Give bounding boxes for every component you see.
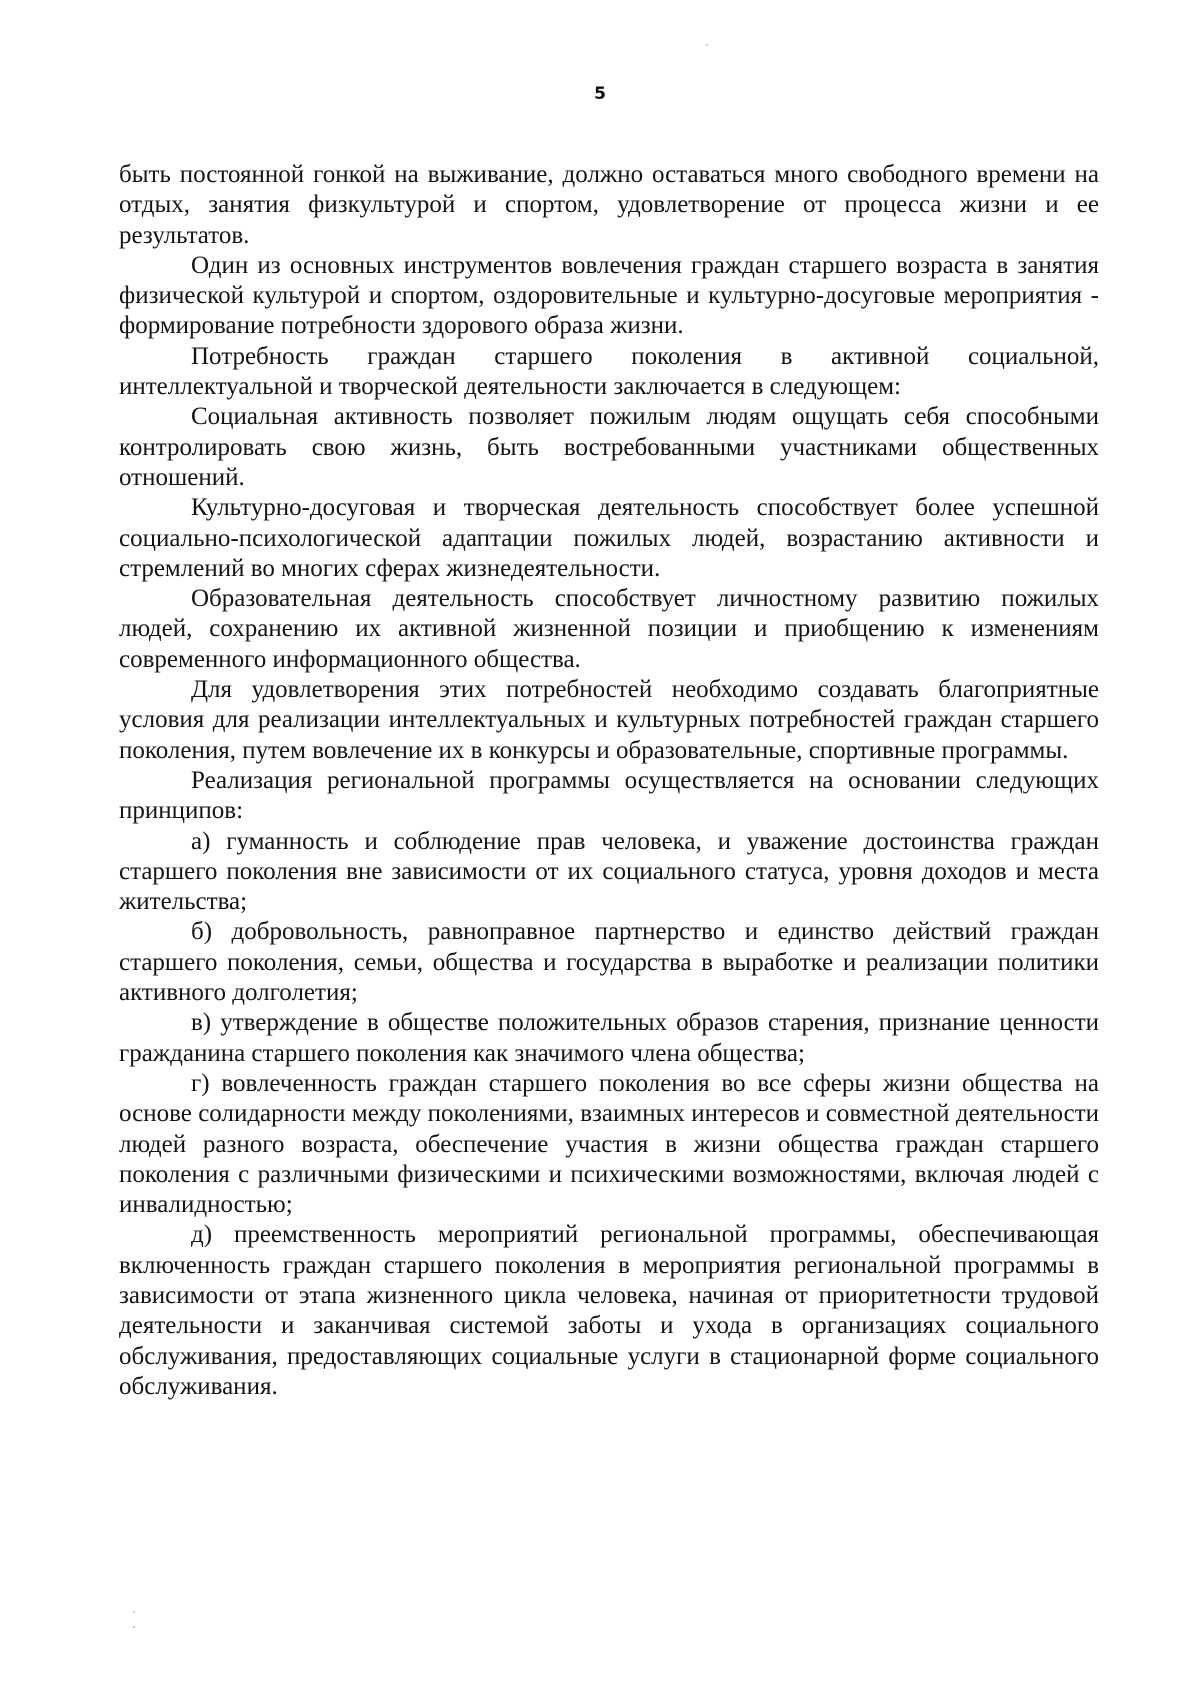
list-item: а) гуманность и соблюдение прав человека, и уважение достоинства граждан старшего поколения вне зависимости от их социального статуса, уровня доходов и места жительства; xyxy=(119,827,1099,916)
paragraph: Реализация региональной программы осуществляется на основании следующих принципов: xyxy=(119,766,1099,825)
scan-speck xyxy=(133,1611,135,1613)
paragraph: Образовательная деятельность способствует личностному развитию пожилых людей, сохранению их активной жизненной позиции и приобщению к изменениям современного информационного общества. xyxy=(119,585,1099,673)
document-body xyxy=(119,160,1099,1402)
paragraph: Социальная активность позволяет пожилым людям ощущать себя способными контролировать свою жизнь, быть востребованными участниками общественных отношений. xyxy=(119,403,1099,491)
scan-speck xyxy=(133,1626,135,1628)
page-number: 5 xyxy=(594,84,606,104)
list-item: г) вовлеченность граждан старшего поколения во все сферы жизни общества на основе солидарности между поколениями, взаимных интересов и совместной деятельности людей разного возраста, обеспечение участия в жизни общества граждан старшего поколения с различными физическими и психическими возможностями, включая людей с инвалидностью; xyxy=(119,1069,1099,1219)
scan-speck xyxy=(706,44,708,46)
list-item: б) добровольность, равноправное партнерство и единство действий граждан старшего поколения, семьи, общества и государства в выработке и реализации политики активного долголетия; xyxy=(119,918,1099,1007)
paragraph: быть постоянной гонкой на выживание, должно оставаться много свободного времени на отдых, занятия физкультурой и спортом, удовлетворение от процесса жизни и ее результатов. xyxy=(119,161,1099,249)
paragraph: Один из основных инструментов вовлечения граждан старшего возраста в занятия физической культурой и спортом, оздоровительные и культурно-досуговые мероприятия - формирование потребности здорового образа жизни. xyxy=(119,251,1099,340)
paragraph: Для удовлетворения этих потребностей необходимо создавать благоприятные условия для реализации интеллектуальных и культурных потребностей граждан старшего поколения, путем вовлечение их в конкурсы и образовательные, спортивные программы. xyxy=(119,676,1099,764)
paragraph: Потребность граждан старшего поколения в активной социальной, интеллектуальной и творческой деятельности заключается в следующем: xyxy=(119,342,1099,401)
paragraph: Культурно-досуговая и творческая деятельность способствует более успешной социально-психологической адаптации пожилых людей, возрастанию активности и стремлений во многих сферах жизнедеятельности. xyxy=(119,494,1099,582)
list-item: в) утверждение в обществе положительных образов старения, признание ценности гражданина старшего поколения как значимого члена общества; xyxy=(119,1009,1099,1067)
list-item: д) преемственность мероприятий региональной программы, обеспечивающая включенность граждан старшего поколения в мероприятия региональной программы в зависимости от этапа жизненного цикла человека, начиная от приоритетности трудовой деятельности и заканчивая системой заботы и ухода в организациях социального обслуживания, предоставляющих социальные услуги в стационарной форме социального обслуживания. xyxy=(119,1221,1099,1400)
